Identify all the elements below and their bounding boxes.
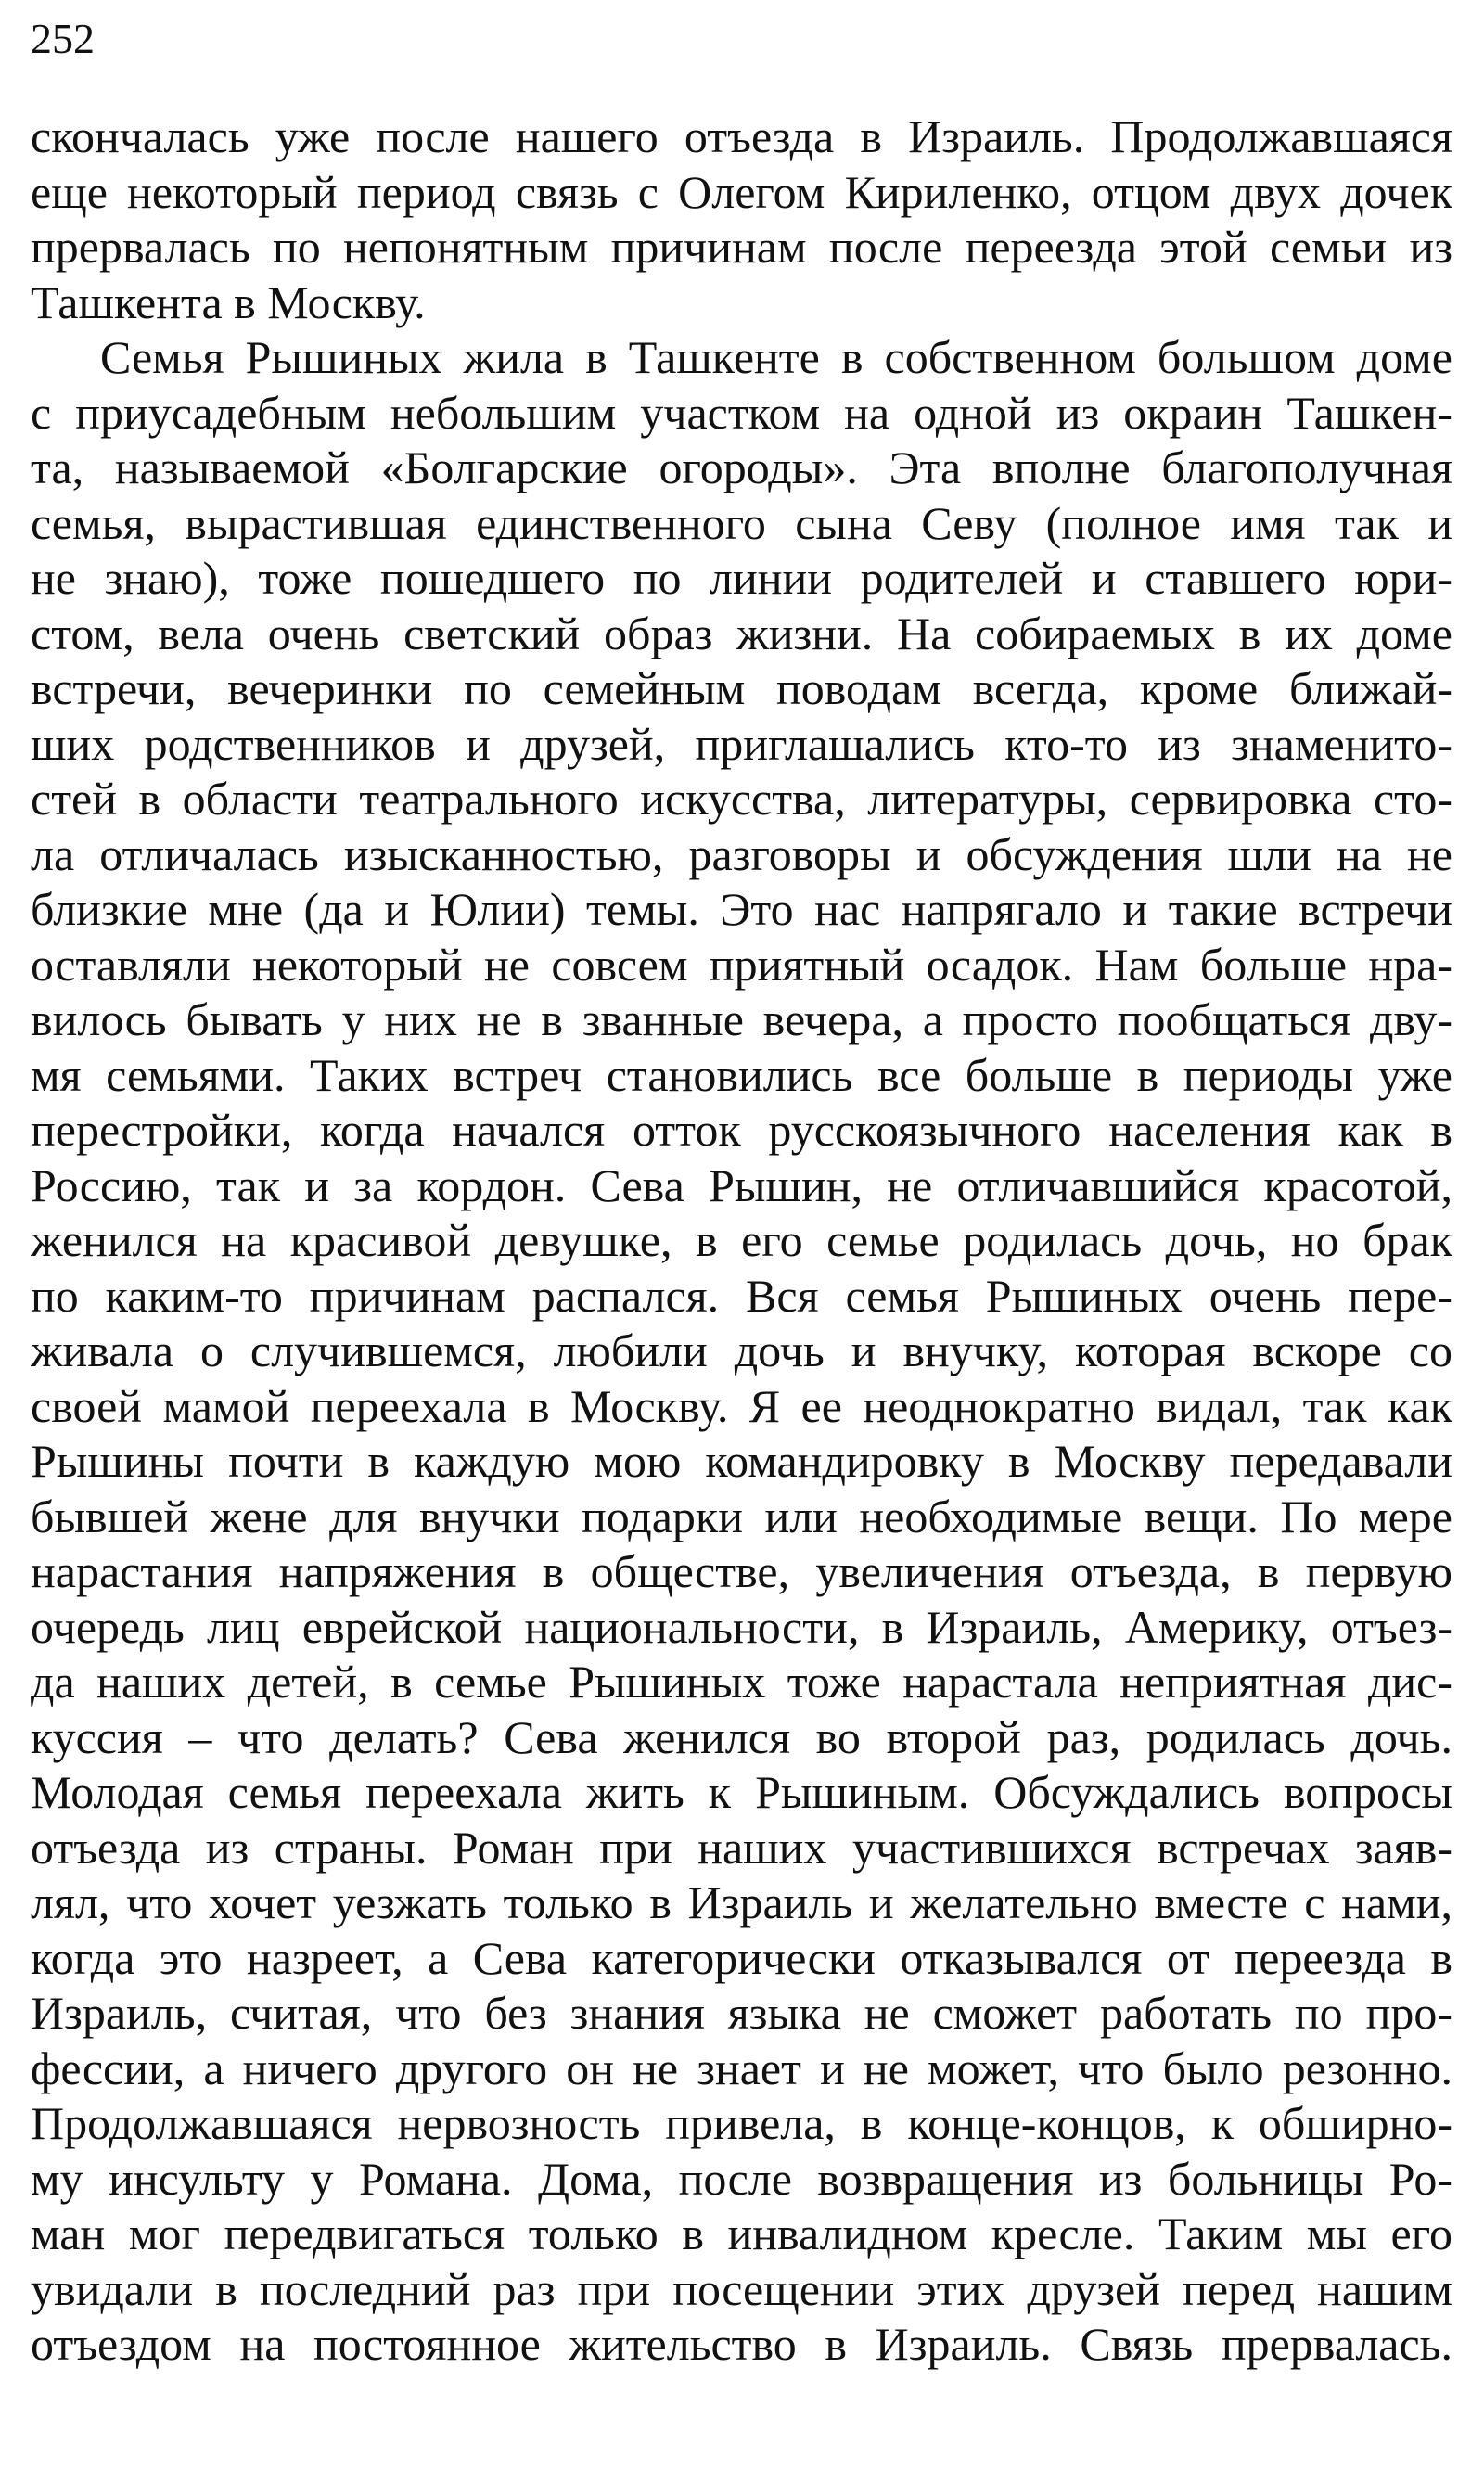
text-line: ла отличалась изысканностью, разговоры и обсуждения шли на не (31, 827, 1452, 880)
text-line: по каким-то причинам распался. Вся семья Рышиных очень пере- (31, 1269, 1452, 1322)
text-line: му инсульту у Романа. Дома, после возвращения из больницы Ро- (31, 2152, 1452, 2205)
text-line: Россию, так и за кордон. Сева Рышин, не отличавшийся красотой, (31, 1158, 1452, 1211)
text-line: Продолжавшаяся нервозность привела, в конце-концов, к обширно- (31, 2097, 1452, 2149)
text-line: фессии, а ничего другого он не знает и не может, что было резонно. (31, 2041, 1452, 2094)
text-line: своей мамой переехала в Москву. Я ее неоднократно видал, так как (31, 1379, 1452, 1432)
text-line: очередь лиц еврейской национальности, в Израиль, Америку, отъез- (31, 1600, 1452, 1653)
text-line: стей в области театрального искусства, литературы, сервировка сто- (31, 773, 1452, 825)
paragraph (31, 109, 1452, 330)
text-line: Рышины почти в каждую мою командировку в Москву передавали (31, 1435, 1452, 1487)
text-line: ман мог передвигаться только в инвалидном кресле. Таким мы его (31, 2208, 1452, 2259)
text-line: вилось бывать у них не в званные вечера, а просто пообщаться дву- (31, 993, 1452, 1045)
text-line: оставляли некоторый не совсем приятный осадок. Нам больше нра- (31, 938, 1452, 991)
paragraph (31, 330, 1452, 2373)
text-line: прервалась по непонятным причинам после переезда этой семьи из (31, 221, 1452, 273)
text-line: ших родственников и друзей, приглашались кто-то из знаменито- (31, 717, 1452, 770)
text-line: не знаю), тоже пошедшего по линии родителей и ставшего юри- (31, 552, 1452, 604)
text-line: Молодая семья переехала жить к Рышиным. Обсуждались вопросы (31, 1766, 1452, 1818)
text-line: живала о случившемся, любили дочь и внучку, которая вскоре со (31, 1325, 1452, 1376)
text-line: лял, что хочет уезжать только в Израиль и желательно вместе с нами, (31, 1876, 1452, 1928)
body-text (31, 109, 1452, 2373)
text-line: та, называемой «Болгарские огороды». Эта вполне благополучная (31, 442, 1452, 493)
text-line: близкие мне (да и Юлии) темы. Это нас напрягало и такие встречи (31, 883, 1452, 935)
text-line: с приусадебным небольшим участком на одной из окраин Ташкен- (31, 386, 1452, 439)
page-number: 252 (31, 15, 95, 62)
text-line: Семья Рышиных жила в Ташкенте в собственном большом доме (100, 331, 1452, 383)
text-line: Ташкента в Москву. (31, 275, 426, 328)
text-line: нарастания напряжения в обществе, увеличения отъезда, в первую (31, 1545, 1452, 1597)
text-line: встречи, вечеринки по семейным поводам всегда, кроме ближай- (31, 662, 1452, 714)
text-line: отъездом на постоянное жительство в Израиль. Связь прервалась. (31, 2318, 1452, 2370)
text-line: да наших детей, в семье Рышиных тоже нарастала неприятная дис- (31, 1656, 1452, 1708)
text-line: когда это назреет, а Сева категорически отказывался от переезда в (31, 1931, 1452, 1984)
text-line: увидали в последний раз при посещении этих друзей перед нашим (31, 2262, 1452, 2315)
text-line: женился на красивой девушке, в его семье родилась дочь, но брак (31, 1214, 1452, 1266)
text-line: еще некоторый период связь с Олегом Кириленко, отцом двух дочек (31, 165, 1452, 218)
text-line: стом, вела очень светский образ жизни. На собираемых в их доме (31, 607, 1452, 659)
text-line: Израиль, считая, что без знания языка не сможет работать по про- (31, 1987, 1452, 2039)
text-line: мя семьями. Таких встреч становились все больше в периоды уже (31, 1048, 1452, 1101)
text-line: перестройки, когда начался отток русскоязычного населения как в (31, 1104, 1452, 1156)
text-line: куссия – что делать? Сева женился во второй раз, родилась дочь. (31, 1710, 1452, 1763)
text-line: скончалась уже после нашего отъезда в Израиль. Продолжавшаяся (31, 110, 1452, 162)
text-line: семья, вырастившая единственного сына Севу (полное имя так и (31, 496, 1452, 549)
text-line: отъезда из страны. Роман при наших участившихся встречах заяв- (31, 1821, 1452, 1874)
text-line: бывшей жене для внучки подарки или необходимые вещи. По мере (31, 1490, 1452, 1542)
